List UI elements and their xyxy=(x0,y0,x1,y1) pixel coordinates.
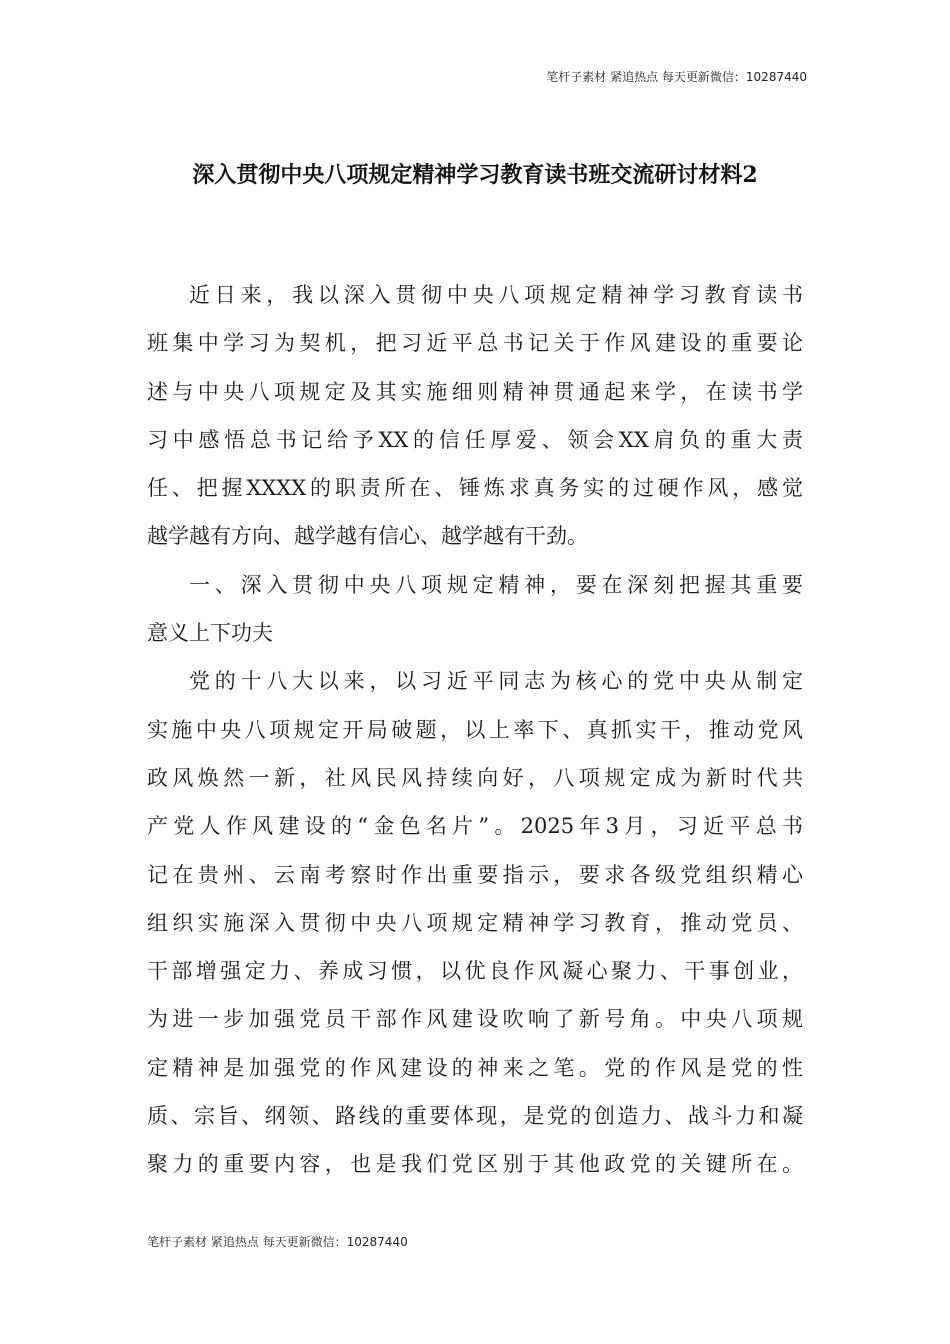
text-line: 聚力的重要内容，也是我们党区别于其他政党的关键所在。 xyxy=(147,1152,803,1177)
text-line: 政风焕然一新，社风民风持续向好，八项规定成为新时代共 xyxy=(147,765,803,790)
text-line: 习中感悟总书记给予XX的信任厚爱、领会XX肩负的重大责 xyxy=(147,427,803,452)
text-line: 产党人作风建设的“金色名片”。2025年3月，习近平总书 xyxy=(147,814,803,839)
text-line: 实施中央八项规定开局破题，以上率下、真抓实干，推动党风 xyxy=(147,717,803,742)
text-line: 越学越有方向、越学越有信心、越学越有干劲。 xyxy=(147,524,588,549)
text-line: 为进一步加强党员干部作风建设吹响了新号角。中央八项规 xyxy=(147,1007,803,1032)
paragraph-body xyxy=(147,657,803,1188)
text-line: 党的十八大以来，以习近平同志为核心的党中央从制定 xyxy=(189,669,803,694)
text-line: 一、深入贯彻中央八项规定精神，要在深刻把握其重要 xyxy=(189,572,803,597)
text-line: 干部增强定力、养成习惯，以优良作风凝心聚力、干事创业， xyxy=(147,959,803,984)
text-line: 任、把握XXXX的职责所在、锤炼求真务实的过硬作风，感觉 xyxy=(147,476,803,501)
text-line: 记在贵州、云南考察时作出重要指示，要求各级党组织精心 xyxy=(147,862,803,887)
text-line: 组织实施深入贯彻中央八项规定精神学习教育，推动党员、 xyxy=(147,910,803,935)
text-line: 定精神是加强党的作风建设的神来之笔。党的作风是党的性 xyxy=(147,1055,803,1080)
text-line: 质、宗旨、纲领、路线的重要体现，是党的创造力、战斗力和凝 xyxy=(147,1104,803,1129)
text-line: 述与中央八项规定及其实施细则精神贯通起来学，在读书学 xyxy=(147,379,803,404)
section-heading-1 xyxy=(147,561,803,658)
text-line: 意义上下功夫 xyxy=(147,621,273,646)
footer-note: 笔杆子素材 紧追热点 每天更新微信：10287440 xyxy=(147,1235,408,1249)
header-note: 笔杆子素材 紧追热点 每天更新微信：10287440 xyxy=(546,70,807,84)
text-line: 近日来，我以深入贯彻中央八项规定精神学习教育读书 xyxy=(189,283,803,307)
document-title: 深入贯彻中央八项规定精神学习教育读书班交流研讨材料2 xyxy=(192,162,758,188)
document-body xyxy=(147,271,803,1189)
paragraph-intro xyxy=(147,271,803,561)
text-line: 班集中学习为契机，把习近平总书记关于作风建设的重要论 xyxy=(147,331,803,356)
